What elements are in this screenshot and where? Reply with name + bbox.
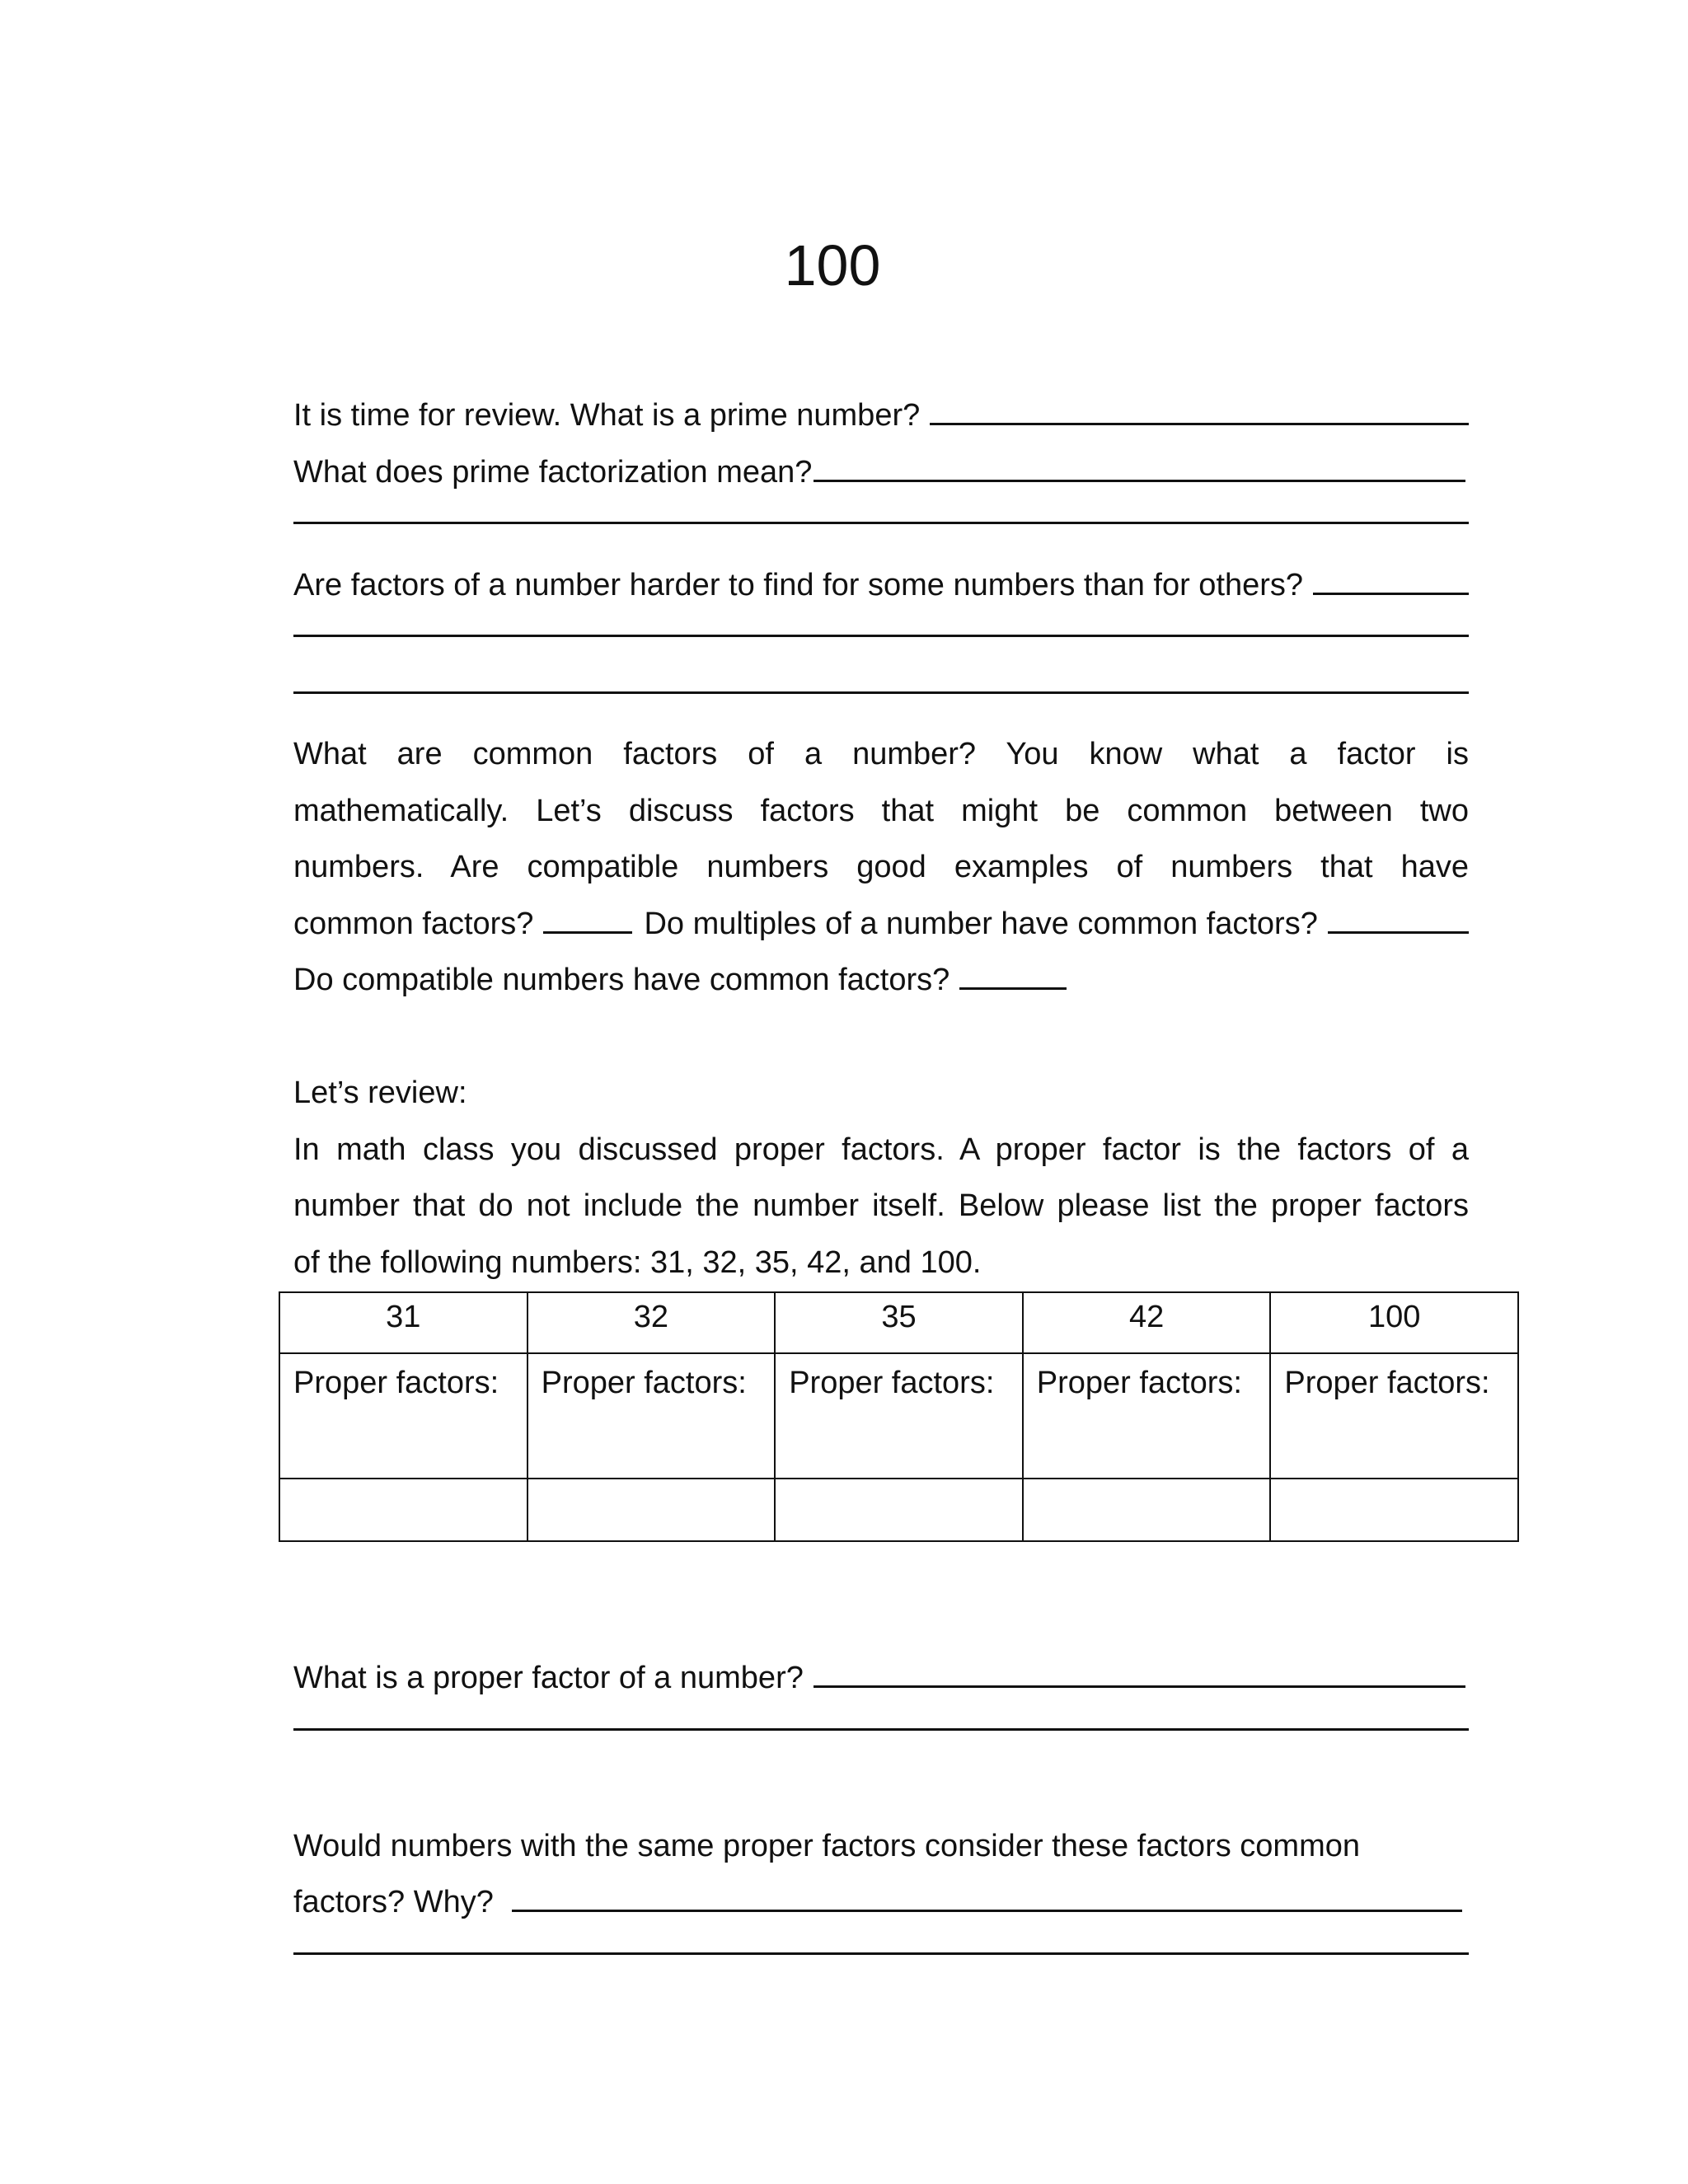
paragraph-line: numbers. Are compatible numbers good examples of numbers that have (293, 850, 1469, 884)
table-row (279, 1479, 1518, 1541)
table-header-row (279, 1292, 1518, 1353)
answer-blank[interactable] (1328, 910, 1469, 934)
paragraph-text: common factors? (293, 906, 534, 941)
proper-factors-cell[interactable]: Proper factors: (279, 1353, 528, 1479)
answer-blank[interactable] (1313, 571, 1469, 595)
proper-factors-cell[interactable]: Proper factors: (775, 1353, 1023, 1479)
answer-blank[interactable] (293, 1931, 1469, 1955)
table-header-cell: 42 (1023, 1292, 1271, 1353)
review-line: In math class you discussed proper factors. A proper factor is the factors of a (293, 1132, 1469, 1167)
spacer (293, 1009, 1469, 1066)
worksheet-section-2 (293, 1650, 1469, 1987)
page-number: 100 (784, 233, 881, 298)
paragraph-text: Do compatible numbers have common factors? (293, 963, 950, 997)
proper-factors-cell[interactable]: Proper factors: (1023, 1353, 1271, 1479)
proper-factors-cell[interactable]: Proper factors: (528, 1353, 776, 1479)
answer-blank[interactable] (814, 458, 1465, 482)
empty-cell[interactable] (528, 1479, 776, 1541)
review-line: number that do not include the number itself. Below please list the proper factors (293, 1188, 1469, 1223)
empty-cell[interactable] (1270, 1479, 1518, 1541)
question-prime-factorization (293, 444, 1469, 501)
answer-blank[interactable] (814, 1664, 1465, 1688)
empty-cell[interactable] (1023, 1479, 1271, 1541)
table-row (279, 1353, 1518, 1479)
answer-blank[interactable] (293, 613, 1469, 637)
proper-factors-cell[interactable]: Proper factors: (1270, 1353, 1518, 1479)
answer-line (293, 1931, 1469, 1988)
empty-cell[interactable] (279, 1479, 528, 1541)
review-heading: Let’s review: (293, 1076, 467, 1110)
question-common-factors-why (293, 1874, 1469, 1931)
paragraph-text: Do multiples of a number have common factors? (644, 906, 1318, 941)
question-factors-harder-text: Are factors of a number harder to find for some numbers than for others? (293, 567, 1304, 602)
review-line: of the following numbers: 31, 32, 35, 42, and 100. (293, 1244, 982, 1280)
answer-blank[interactable] (930, 401, 1469, 425)
question-common-factors-text: Would numbers with the same proper factors consider these factors common (293, 1828, 1360, 1863)
question-text: factors? Why? (293, 1885, 494, 1919)
paragraph-line: mathematically. Let’s discuss factors that might be common between two (293, 793, 1469, 828)
table-header-cell: 35 (775, 1292, 1023, 1353)
answer-blank[interactable] (293, 1707, 1469, 1731)
answer-blank[interactable] (512, 1888, 1462, 1912)
paragraph-line-with-blank (293, 952, 1469, 1009)
question-prime-number-text: It is time for review. What is a prime number? (293, 398, 921, 433)
worksheet-section-1 (293, 387, 1469, 1291)
spacer (293, 1762, 1469, 1818)
question-prime-number (293, 387, 1469, 444)
answer-blank[interactable] (543, 915, 632, 934)
proper-factors-table (279, 1291, 1519, 1542)
answer-line (293, 613, 1469, 670)
answer-line (293, 500, 1469, 557)
paragraph-line-with-blanks (293, 896, 1469, 953)
question-proper-factor (293, 1650, 1469, 1707)
answer-blank[interactable] (293, 670, 1469, 694)
answer-blank[interactable] (959, 971, 1067, 990)
question-factors-harder (293, 557, 1469, 614)
answer-line (293, 1707, 1469, 1762)
question-proper-factor-text: What is a proper factor of a number? (293, 1661, 804, 1695)
table-header-cell: 100 (1270, 1292, 1518, 1353)
question-prime-factorization-text: What does prime factorization mean? (293, 454, 813, 490)
empty-cell[interactable] (775, 1479, 1023, 1541)
table-header-cell: 31 (279, 1292, 528, 1353)
table-header-cell: 32 (528, 1292, 776, 1353)
answer-line (293, 670, 1469, 727)
answer-blank[interactable] (293, 500, 1469, 524)
paragraph-line: What are common factors of a number? You know what a factor is (293, 737, 1469, 771)
